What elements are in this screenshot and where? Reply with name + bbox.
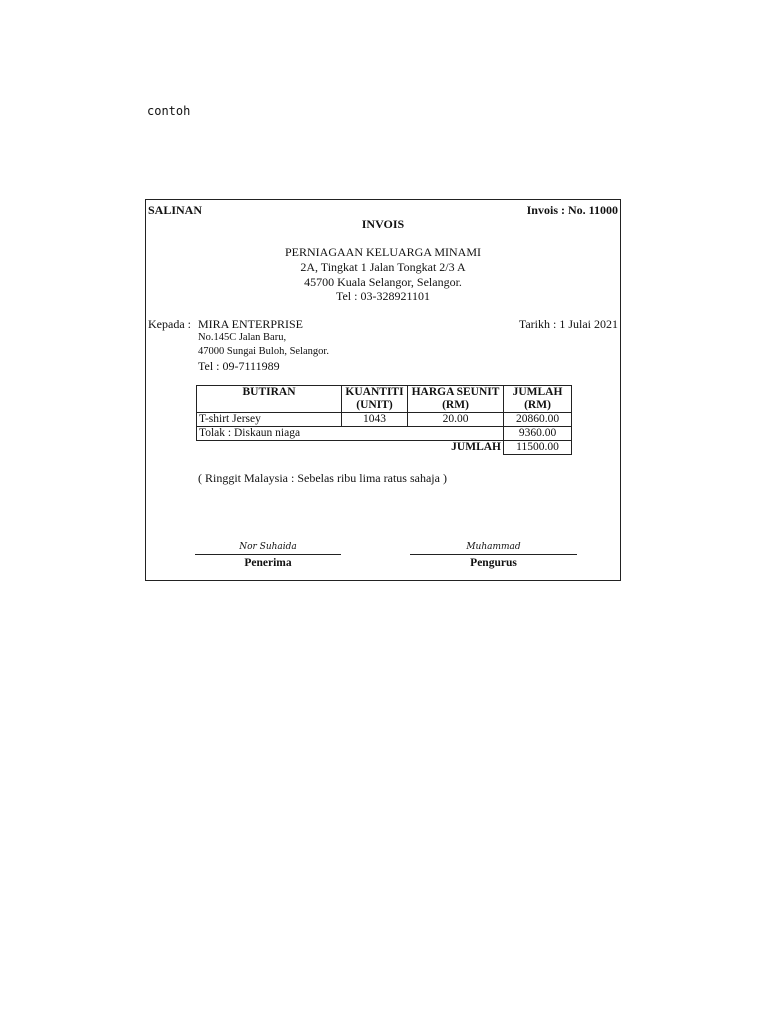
header-total: [504, 386, 572, 413]
grand-total-row: [197, 441, 572, 455]
receiver-role: Penerima: [244, 557, 292, 569]
invoice-number: Invois : No. 11000: [526, 203, 618, 217]
header-item-label: BUTIRAN: [242, 386, 296, 398]
header-price-line2: (RM): [442, 399, 469, 411]
customer-address-line1: No.145C Jalan Baru,: [198, 332, 287, 343]
receiver-signature: Nor Suhaida: [239, 542, 297, 552]
copy-label: SALINAN: [148, 203, 203, 217]
header-qty-line1: KUANTITI: [345, 386, 404, 398]
header-item: [197, 386, 342, 413]
customer-tel: Tel : 09-7111989: [198, 359, 280, 373]
table-row: [197, 413, 572, 427]
company-name: PERNIAGAAN KELUARGA MINAMI: [285, 245, 481, 259]
header-price: [408, 386, 504, 413]
invoice-date: Tarikh : 1 Julai 2021: [518, 317, 618, 331]
to-label: Kepada :: [148, 317, 191, 331]
caption-text: contoh: [147, 104, 191, 118]
company-address-line1: 2A, Tingkat 1 Jalan Tongkat 2/3 A: [300, 260, 466, 274]
header-total-line1: JUMLAH: [512, 386, 563, 398]
header-qty-line2: (UNIT): [356, 399, 393, 411]
row-item: T-shirt Jersey: [197, 413, 342, 427]
manager-signature-block: [410, 541, 577, 569]
manager-signature-line: [410, 554, 577, 555]
table-header-row: [197, 386, 572, 413]
amount-in-words: ( Ringgit Malaysia : Sebelas ribu lima ratus sahaja ): [198, 471, 447, 485]
grand-total-label: JUMLAH: [197, 441, 504, 455]
row-total: 20860.00: [504, 413, 572, 427]
customer-name: MIRA ENTERPRISE: [198, 317, 304, 331]
header-price-line1: HARGA SEUNIT: [411, 386, 500, 398]
invoice-title: INVOIS: [361, 217, 405, 231]
company-address-line2: 45700 Kuala Selangor, Selangor.: [304, 275, 462, 289]
items-table: [196, 385, 572, 455]
row-qty: 1043: [342, 413, 408, 427]
header-total-line2: (RM): [524, 399, 551, 411]
manager-signature: Muhammad: [466, 542, 521, 552]
discount-row: [197, 427, 572, 441]
customer-address-line2: 47000 Sungai Buloh, Selangor.: [198, 346, 329, 357]
manager-role: Pengurus: [470, 557, 517, 569]
receiver-signature-block: [195, 541, 341, 569]
invoice-document: [145, 199, 621, 581]
discount-label: Tolak : Diskaun niaga: [197, 427, 504, 441]
discount-value: 9360.00: [504, 427, 572, 441]
grand-total-value: 11500.00: [504, 441, 572, 455]
row-price: 20.00: [408, 413, 504, 427]
company-tel: Tel : 03-328921101: [335, 289, 431, 303]
header-qty: [342, 386, 408, 413]
receiver-signature-line: [195, 554, 341, 555]
